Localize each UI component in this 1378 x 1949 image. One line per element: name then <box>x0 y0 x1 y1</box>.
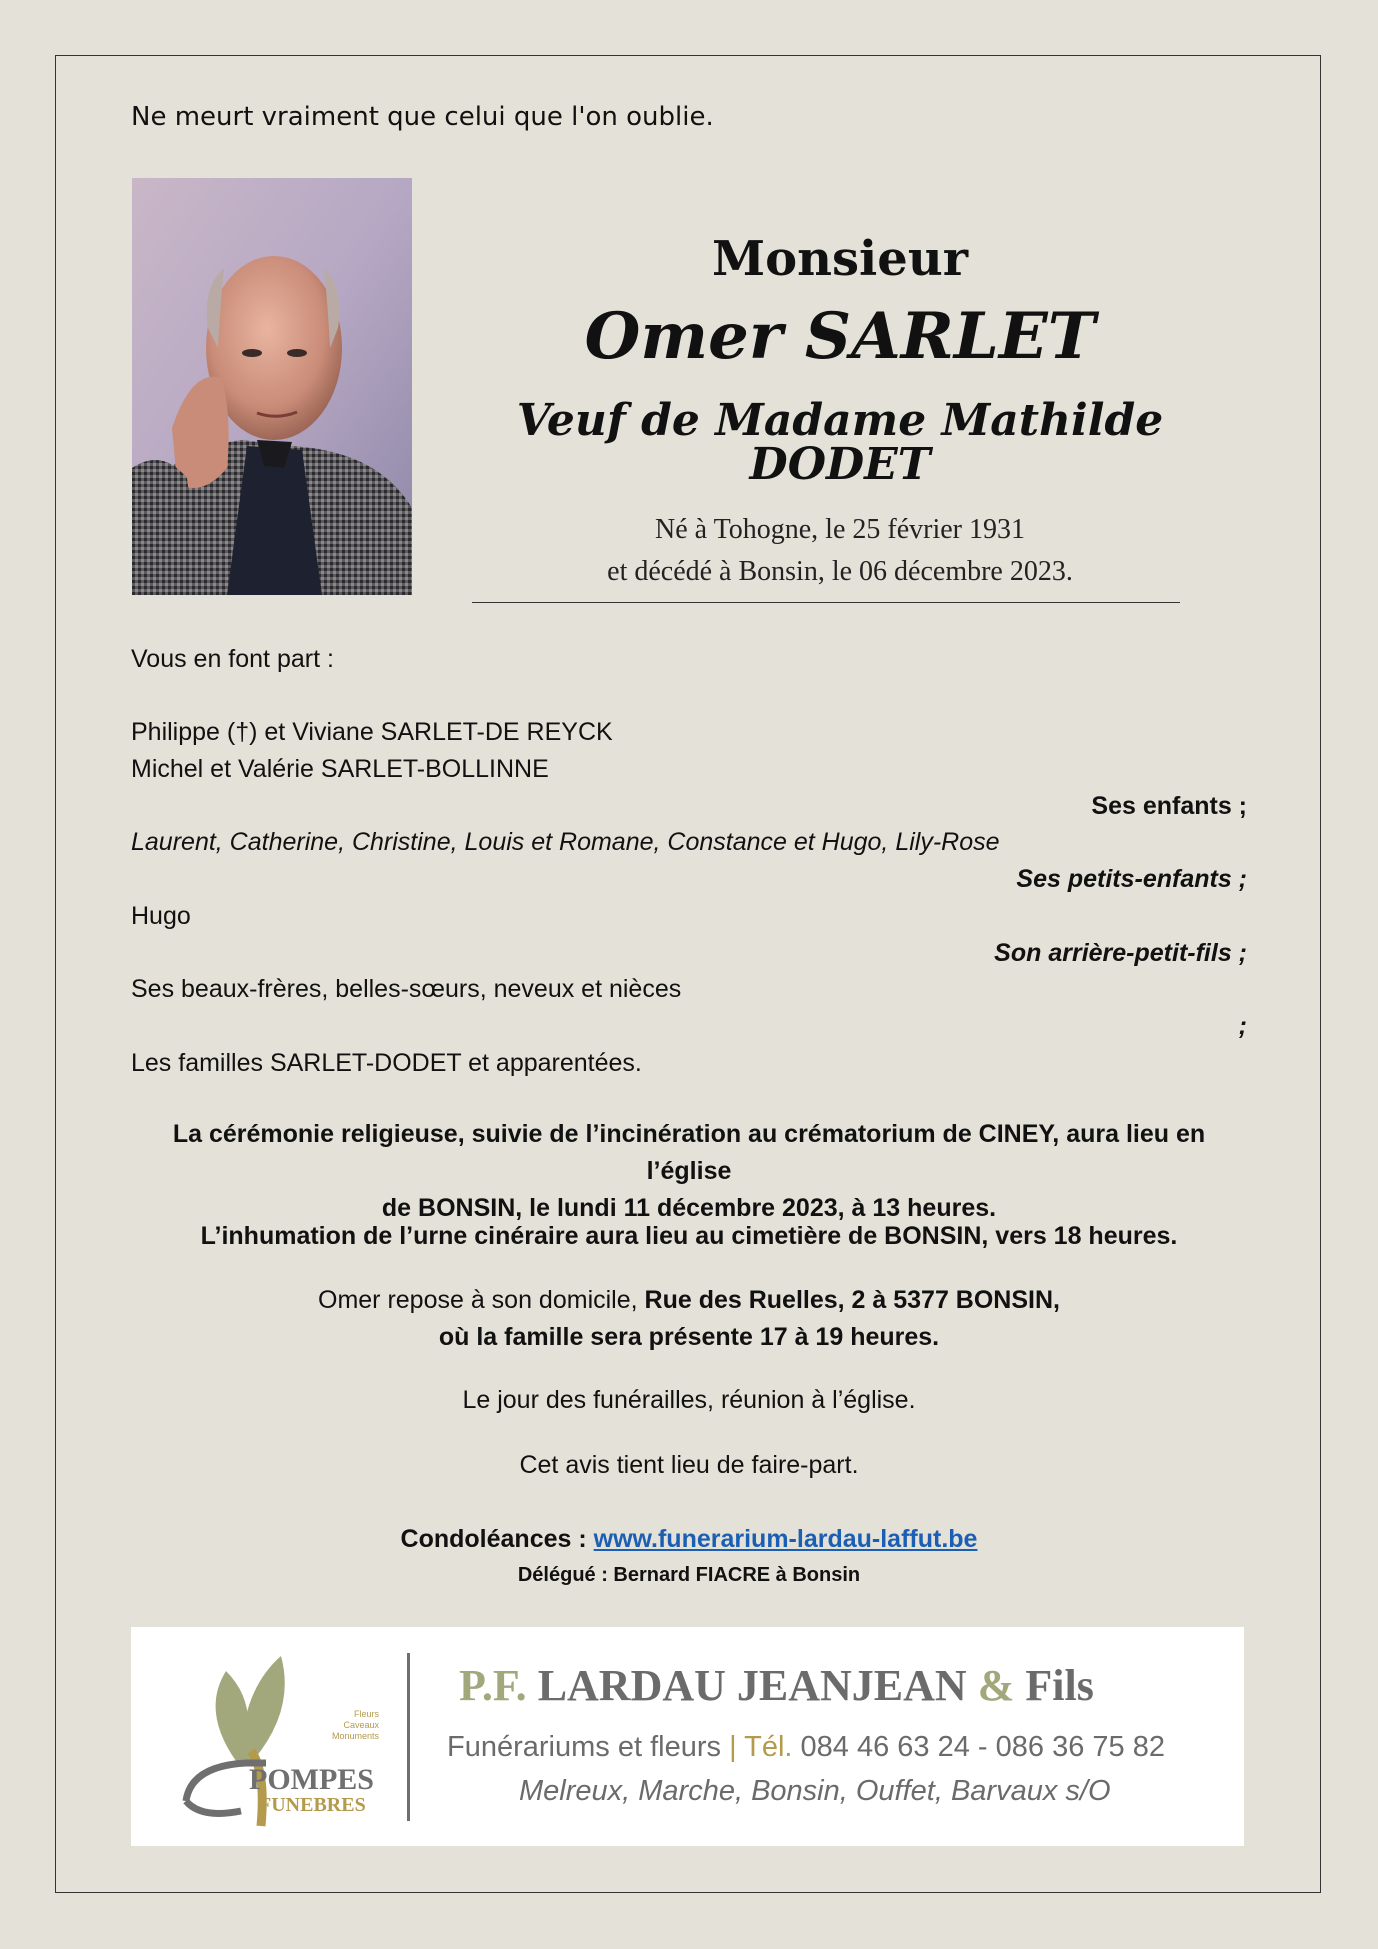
condolences-label: Condoléances : <box>400 1525 594 1553</box>
child-line-1: Philippe (†) et Viviane SARLET-DE REYCK <box>131 718 613 746</box>
civility-title: Monsieur <box>711 231 969 287</box>
phone-numbers: 084 46 63 24 - 086 36 75 82 <box>800 1731 1165 1763</box>
families-line: Les familles SARLET-DODET et apparentées. <box>131 1049 642 1077</box>
announcement-intro: Vous en font part : <box>131 645 334 673</box>
birth-line: Né à Tohogne, le 25 février 1931 <box>655 514 1025 545</box>
in-laws-line: Ses beaux-frères, belles-sœurs, neveux et nièces <box>131 975 682 1003</box>
services-line: Funérariums et fleurs | Tél. 084 46 63 24 - 086 36 75 82 <box>447 1731 1165 1763</box>
ceremony-line-2: de BONSIN, le lundi 11 décembre 2023, à 13 heures. <box>381 1194 997 1222</box>
repose-hours: où la famille sera présente 17 à 19 heures. <box>438 1323 940 1351</box>
tel-label: Tél. <box>744 1731 801 1763</box>
deceased-header <box>460 231 1220 593</box>
company-prefix: P.F. <box>459 1661 538 1710</box>
logo-word-pompes: POMPES <box>249 1763 374 1796</box>
repose-info <box>131 1282 1247 1356</box>
death-line: et décédé à Bonsin, le 06 décembre 2023. <box>607 556 1073 587</box>
great-grandchild-name: Hugo <box>131 902 191 930</box>
child-line-2: Michel et Valérie SARLET-BOLLINNE <box>131 755 549 783</box>
repose-address: Rue des Ruelles, 2 à 5377 BONSIN, <box>644 1286 1060 1314</box>
notice-line: Cet avis tient lieu de faire-part. <box>519 1451 859 1479</box>
grandchildren-names: Laurent, Catherine, Christine, Louis et Romane, Constance et Hugo, Lily-Rose <box>131 828 1000 856</box>
banner-side-word-3: Monuments <box>331 1731 379 1741</box>
company-fils: Fils <box>1025 1661 1094 1710</box>
condolences-link[interactable]: www.funerarium-lardau-laffut.be <box>593 1525 978 1553</box>
condolences-line <box>131 1521 1247 1558</box>
epigraph-quote: Ne meurt vraiment que celui que l'on oublie. <box>131 102 714 132</box>
burial-info: L’inhumation de l’urne cinéraire aura lieu au cimetière de BONSIN, vers 18 heures. <box>200 1222 1178 1250</box>
deceased-name: Omer SARLET <box>584 299 1096 374</box>
company-main: LARDAU JEANJEAN <box>537 1661 978 1710</box>
locations-line: Melreux, Marche, Bonsin, Ouffet, Barvaux s/O <box>519 1775 1111 1807</box>
funeral-day-info: Le jour des funérailles, réunion à l’église. <box>462 1386 916 1414</box>
in-laws-label: ; <box>1238 1012 1247 1040</box>
delegate-line: Délégué : Bernard FIACRE à Bonsin <box>517 1564 861 1586</box>
company-amp: & <box>977 1661 1026 1710</box>
widow-line: Veuf de Madame Mathilde DODET <box>516 395 1164 490</box>
ceremony-info <box>131 1116 1247 1227</box>
banner-separator <box>407 1653 410 1821</box>
repose-prefix: Omer repose à son domicile, <box>318 1286 645 1314</box>
ceremony-line-1: La cérémonie religieuse, suivie de l’incinération au crématorium de CINEY, aura lieu en l’église <box>172 1120 1206 1185</box>
logo-word-funebres: FUNEBRES <box>259 1794 366 1816</box>
services-text: Funérariums et fleurs <box>447 1731 721 1763</box>
banner-side-word-1: Fleurs <box>353 1709 379 1719</box>
funeral-home-banner <box>131 1627 1244 1846</box>
children-label: Ses enfants ; <box>1091 792 1247 820</box>
portrait-photo <box>132 178 412 595</box>
grandchildren-label: Ses petits-enfants ; <box>1016 865 1247 893</box>
great-grandchild-label: Son arrière-petit-fils ; <box>994 939 1247 967</box>
banner-side-word-2: Caveaux <box>343 1720 379 1730</box>
divider-line <box>472 602 1180 603</box>
company-name <box>459 1663 1094 1709</box>
